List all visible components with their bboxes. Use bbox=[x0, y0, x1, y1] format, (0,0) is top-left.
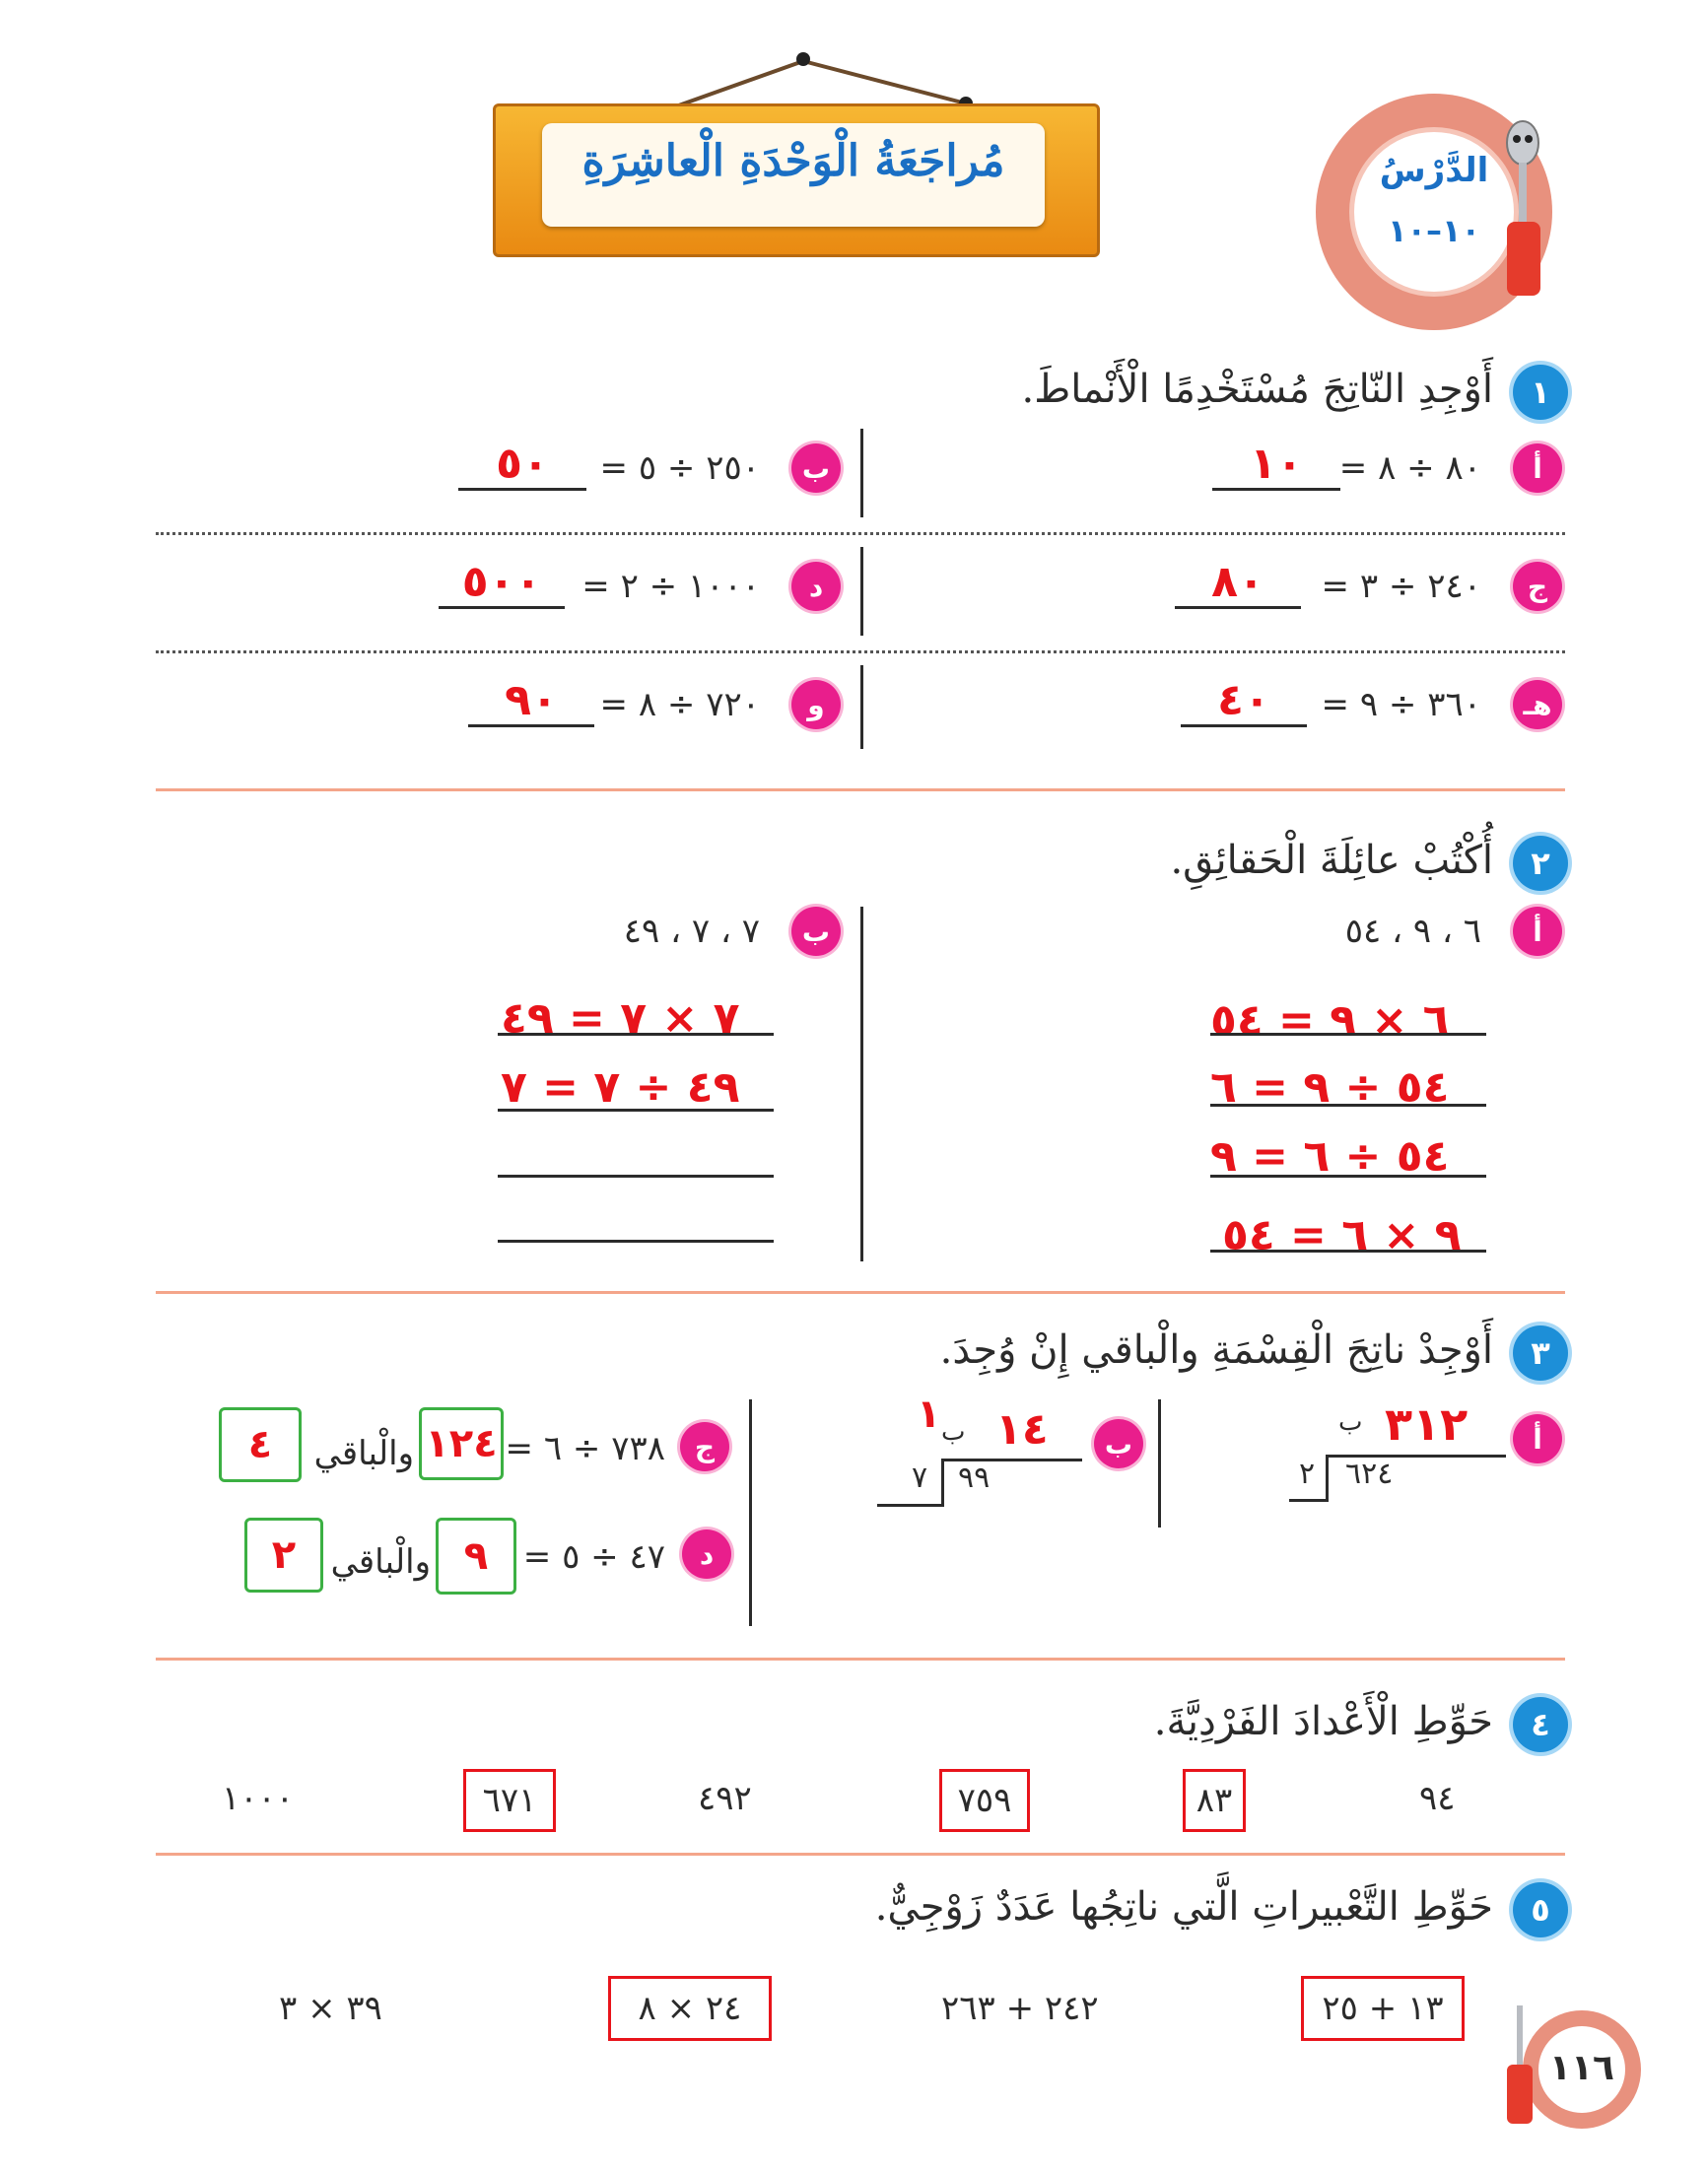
fact-2a-2: ٥٤ ÷ ٩ = ٦ bbox=[1210, 1062, 1450, 1113]
item-1f-expr: ٧٢٠ ÷ ٨ = bbox=[599, 685, 760, 724]
item-2a-letter: أ bbox=[1513, 907, 1562, 956]
question-5-number: ٥ bbox=[1513, 1882, 1568, 1937]
lesson-label: الدَّرْسُ bbox=[1379, 151, 1489, 190]
item-1c-answer-field[interactable]: ٨٠ bbox=[1175, 557, 1301, 609]
item-3b-remainder: ١ bbox=[917, 1392, 941, 1437]
question-3-number: ٣ bbox=[1513, 1325, 1568, 1381]
item-3a-r-label: ب bbox=[1338, 1407, 1363, 1437]
item-3d-letter: د bbox=[682, 1529, 731, 1579]
page-number: ١١٦ bbox=[1549, 2048, 1614, 2088]
number-759-circled[interactable]: ٧٥٩ bbox=[939, 1769, 1030, 1832]
number-94[interactable]: ٩٤ bbox=[1419, 1779, 1456, 1818]
item-2b-letter: ب bbox=[791, 907, 841, 956]
question-4-text: حَوِّطِ الْأَعْدادَ الفَرْدِيَّةَ. bbox=[1153, 1699, 1493, 1744]
question-2-number: ٢ bbox=[1513, 836, 1568, 891]
item-3c-quotient-box[interactable]: ١٢٤ bbox=[419, 1407, 504, 1480]
item-1a-letter: أ bbox=[1513, 443, 1562, 493]
item-3c-letter: ج bbox=[680, 1422, 729, 1471]
item-3a-quotient: ٣١٢ bbox=[1385, 1397, 1469, 1451]
item-3b-quotient: ١٤ bbox=[995, 1404, 1049, 1455]
item-1b-letter: ب bbox=[791, 443, 841, 493]
item-3c-remainder-box[interactable]: ٤ bbox=[219, 1407, 302, 1482]
answer-line[interactable] bbox=[498, 1109, 774, 1112]
expression-2[interactable]: ٢٤٢ + ٢٦٣ bbox=[941, 1989, 1099, 2028]
answer-line[interactable] bbox=[498, 1033, 774, 1036]
lesson-range: ١٠–١٠ bbox=[1387, 212, 1481, 249]
page-title: مُراجَعَةُ الْوَحْدَةِ الْعاشِرَةِ bbox=[581, 136, 1005, 186]
divider bbox=[860, 907, 863, 1261]
fact-2b-1: ٧ × ٧ = ٤٩ bbox=[501, 993, 740, 1044]
item-3c-expr: ٧٣٨ ÷ ٦ = bbox=[505, 1429, 665, 1468]
item-1c-letter: ج bbox=[1513, 562, 1562, 611]
item-3d-remainder-box[interactable]: ٢ bbox=[244, 1518, 323, 1593]
question-1-number: ١ bbox=[1513, 365, 1568, 420]
dotted-separator bbox=[156, 650, 1565, 653]
fact-2a-4: ٩ × ٦ = ٥٤ bbox=[1222, 1210, 1462, 1260]
item-1d-expr: ١٠٠٠ ÷ ٢ = bbox=[581, 567, 760, 606]
item-1f-letter: و bbox=[791, 680, 841, 729]
expression-4[interactable]: ٣٩ × ٣ bbox=[279, 1989, 382, 2028]
item-2a-given: ٦ ، ٩ ، ٥٤ bbox=[1344, 912, 1481, 951]
item-3a-letter: أ bbox=[1513, 1414, 1562, 1463]
section-separator bbox=[156, 1658, 1565, 1661]
section-separator bbox=[156, 788, 1565, 791]
divider bbox=[1158, 1399, 1161, 1528]
item-3d-quotient-box[interactable]: ٩ bbox=[436, 1518, 516, 1595]
question-5-text: حَوِّطِ التَّعْبيراتِ الَّتي ناتِجُها عَدَدٌ زَوْجِيٌّ. bbox=[874, 1884, 1493, 1930]
screwdriver-icon bbox=[1503, 2005, 1537, 2124]
item-1d-letter: د bbox=[791, 562, 841, 611]
divider bbox=[860, 429, 863, 517]
divider bbox=[860, 665, 863, 749]
item-3b-r-label: ب bbox=[941, 1417, 966, 1447]
item-1b-answer-field[interactable]: ٥٠ bbox=[458, 439, 586, 491]
item-3a-divisor: ٢ bbox=[1299, 1457, 1316, 1491]
fact-2b-2: ٤٩ ÷ ٧ = ٧ bbox=[501, 1062, 740, 1113]
answer-line[interactable] bbox=[1210, 1104, 1486, 1107]
item-3d-remainder-label: والْباقي bbox=[330, 1542, 431, 1582]
number-492[interactable]: ٤٩٢ bbox=[698, 1779, 752, 1818]
number-1000[interactable]: ١٠٠٠ bbox=[222, 1779, 295, 1818]
section-separator bbox=[156, 1291, 1565, 1294]
expression-1-circled[interactable]: ١٣ + ٢٥ bbox=[1301, 1976, 1465, 2041]
item-1f-answer-field[interactable]: ٩٠ bbox=[468, 675, 594, 727]
page-number-badge bbox=[1523, 2010, 1641, 2129]
item-1e-answer-field[interactable]: ٤٠ bbox=[1181, 675, 1307, 727]
question-4-number: ٤ bbox=[1513, 1697, 1568, 1752]
item-1e-expr: ٣٦٠ ÷ ٩ = bbox=[1321, 685, 1481, 724]
expression-3-circled[interactable]: ٢٤ × ٨ bbox=[608, 1976, 772, 2041]
screwdriver-mascot-icon bbox=[1493, 113, 1562, 301]
dotted-separator bbox=[156, 532, 1565, 535]
divisor-underline bbox=[877, 1504, 944, 1507]
lesson-badge bbox=[1316, 94, 1552, 330]
divider bbox=[749, 1399, 752, 1626]
answer-line[interactable] bbox=[498, 1240, 774, 1243]
answer-line[interactable] bbox=[1210, 1175, 1486, 1178]
fact-2a-1: ٦ × ٩ = ٥٤ bbox=[1210, 995, 1450, 1046]
question-2-text: أُكْتُبْ عائِلَةَ الْحَقائِقِ. bbox=[1170, 838, 1493, 883]
item-3d-expr: ٤٧ ÷ ٥ = bbox=[522, 1537, 665, 1577]
item-2b-given: ٧ ، ٧ ، ٤٩ bbox=[623, 912, 760, 951]
item-1e-letter: هـ bbox=[1513, 680, 1562, 729]
item-1a-expr: ٨٠ ÷ ٨ = bbox=[1338, 448, 1481, 488]
answer-line[interactable] bbox=[498, 1175, 774, 1178]
fact-2a-3: ٥٤ ÷ ٦ = ٩ bbox=[1210, 1131, 1450, 1182]
answer-line[interactable] bbox=[1210, 1250, 1486, 1253]
number-671-circled[interactable]: ٦٧١ bbox=[463, 1769, 556, 1832]
item-3b-dividend: ٩٩ bbox=[958, 1460, 991, 1495]
question-1-text: أَوْجِدِ النّاتِجَ مُسْتَخْدِمًا الْأَنْماطَ. bbox=[1021, 367, 1493, 412]
item-3a-dividend: ٦٢٤ bbox=[1345, 1457, 1394, 1491]
item-1d-answer-field[interactable]: ٥٠٠ bbox=[439, 557, 565, 609]
title-sign bbox=[493, 49, 1094, 256]
divider bbox=[860, 547, 863, 636]
number-83-circled[interactable]: ٨٣ bbox=[1183, 1769, 1246, 1832]
item-3b-divisor: ٧ bbox=[912, 1460, 928, 1495]
divisor-underline bbox=[1289, 1499, 1329, 1502]
section-separator bbox=[156, 1853, 1565, 1856]
item-3b-letter: ب bbox=[1094, 1419, 1143, 1468]
item-1a-answer-field[interactable]: ١٠ bbox=[1212, 439, 1340, 491]
answer-line[interactable] bbox=[1210, 1033, 1486, 1036]
item-1b-expr: ٢٥٠ ÷ ٥ = bbox=[599, 448, 760, 488]
item-1c-expr: ٢٤٠ ÷ ٣ = bbox=[1321, 567, 1481, 606]
item-3c-remainder-label: والْباقي bbox=[313, 1434, 414, 1473]
question-3-text: أَوْجِدْ ناتِجَ الْقِسْمَةِ والْباقي إِنْ وُجِدَ. bbox=[939, 1327, 1493, 1373]
